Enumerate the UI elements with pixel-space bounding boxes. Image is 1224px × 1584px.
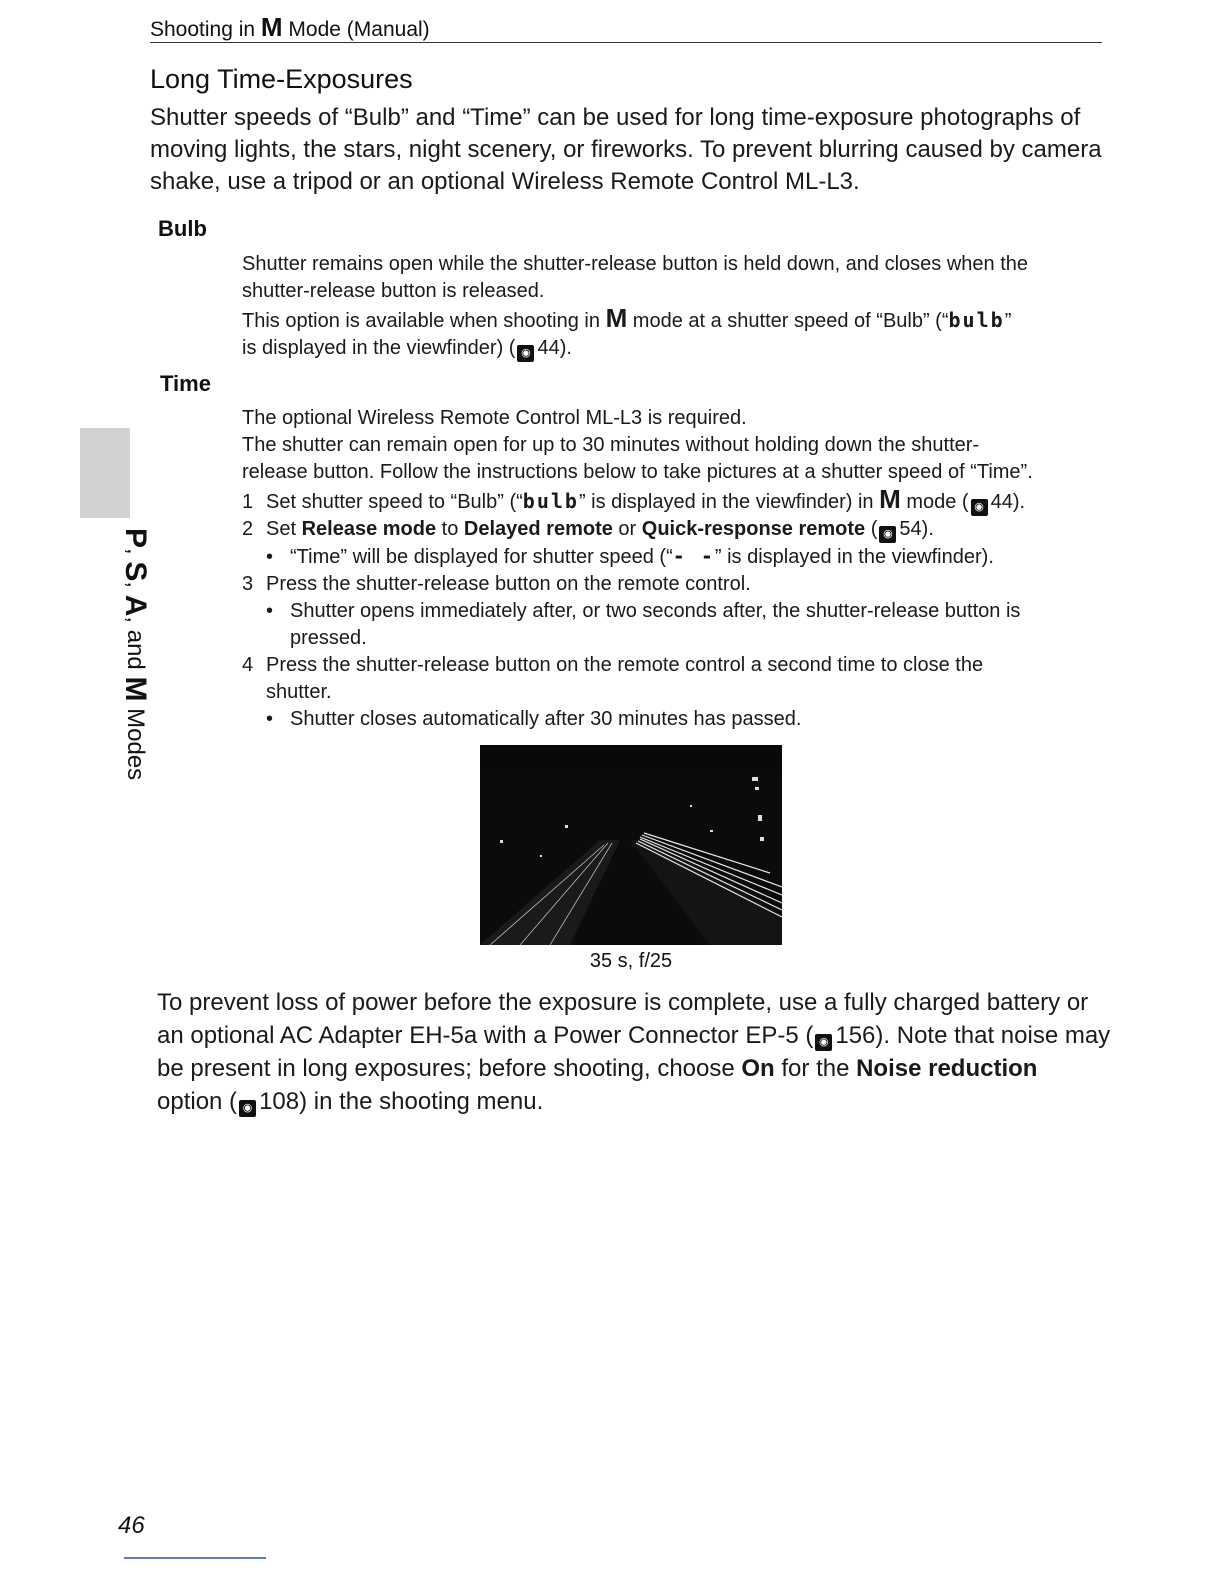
header-suffix: Mode (Manual) [282, 18, 430, 41]
step-1: 1 Set shutter speed to “Bulb” (“bulb” is displayed in the viewfinder) in M mode ( ◉ 44). [242, 484, 1026, 514]
photo-caption: 35 s, f/25 [589, 950, 673, 972]
header-mode-m: M [260, 12, 283, 42]
note-line-2: an optional AC Adapter EH-5a with a Power Connector EP-5 ( ◉ 156). Note that noise may [157, 1022, 1111, 1049]
side-tab-marker [80, 428, 130, 518]
page-ref-icon: ◉ [517, 345, 534, 362]
page-ref-icon: ◉ [971, 499, 988, 516]
bulb-line-3: This option is available when shooting in M mode at a shutter speed of “Bulb” (“bulb” [242, 303, 1012, 333]
term-bulb: Bulb [158, 216, 207, 241]
footer-rule [124, 1557, 266, 1559]
lcd-bulb: bulb [948, 308, 1005, 332]
side-chapter-label: P, S, A, and M Modes [119, 528, 152, 781]
time-description [242, 405, 1112, 733]
lcd-bulb: bulb [522, 489, 579, 513]
page-ref-icon: ◉ [879, 526, 896, 543]
bulb-description [242, 251, 1112, 362]
lcd-dashes: - - [672, 544, 715, 568]
page-ref-icon: ◉ [815, 1034, 832, 1051]
intro-paragraph: Shutter speeds of “Bulb” and “Time” can be used for long time-exposure photographs of moving lights, the stars, night scenery, or fireworks. To prevent blurring caused by camera shake, use a tripod or an optional Wireless Remote Control ML-L3. [150, 104, 1102, 195]
page-ref-icon: ◉ [239, 1100, 256, 1117]
running-header [150, 12, 1102, 43]
bulb-line-2: shutter-release button is released. [242, 280, 545, 302]
step-2: 2 Set Release mode to Delayed remote or Quick-response remote ( ◉ 54). [242, 516, 1112, 543]
step-3: 3 Press the shutter-release button on the remote control. [242, 573, 751, 595]
step-3-bullet: • Shutter opens immediately after, or two seconds after, the shutter-release button is [266, 600, 1021, 622]
step-3-bullet-cont: pressed. [290, 627, 367, 649]
page-number: 46 [118, 1512, 145, 1539]
long-exposure-photo [480, 745, 782, 945]
step-4-bullet: • Shutter closes automatically after 30 minutes has passed. [266, 708, 802, 730]
time-line-3: release button. Follow the instructions below to take pictures at a shutter speed of “Time”. [242, 461, 1033, 483]
header-prefix: Shooting in [150, 18, 261, 41]
note-line-1: To prevent loss of power before the exposure is complete, use a fully charged battery or [157, 989, 1089, 1016]
bulb-line-1: Shutter remains open while the shutter-release button is held down, and closes when the [242, 253, 1029, 275]
note-line-3: be present in long exposures; before shooting, choose On for the Noise reduction [157, 1055, 1038, 1082]
time-line-2: The shutter can remain open for up to 30 minutes without holding down the shutter- [242, 434, 980, 456]
step-4-cont: shutter. [266, 681, 332, 703]
bulb-line-4: is displayed in the viewfinder) ( ◉ 44). [242, 335, 1112, 362]
note-line-4: option ( ◉ 108) in the shooting menu. [157, 1088, 544, 1115]
section-title: Long Time-Exposures [150, 64, 413, 94]
term-time: Time [160, 371, 211, 396]
time-line-1: The optional Wireless Remote Control ML-L3 is required. [242, 407, 747, 429]
note-paragraph [157, 986, 1117, 1118]
night-traffic-illustration [480, 745, 782, 945]
step-2-bullet: • “Time” will be displayed for shutter speed (“- -” is displayed in the viewfinder). [266, 544, 994, 568]
step-4: 4 Press the shutter-release button on the remote control a second time to close the [242, 654, 984, 676]
